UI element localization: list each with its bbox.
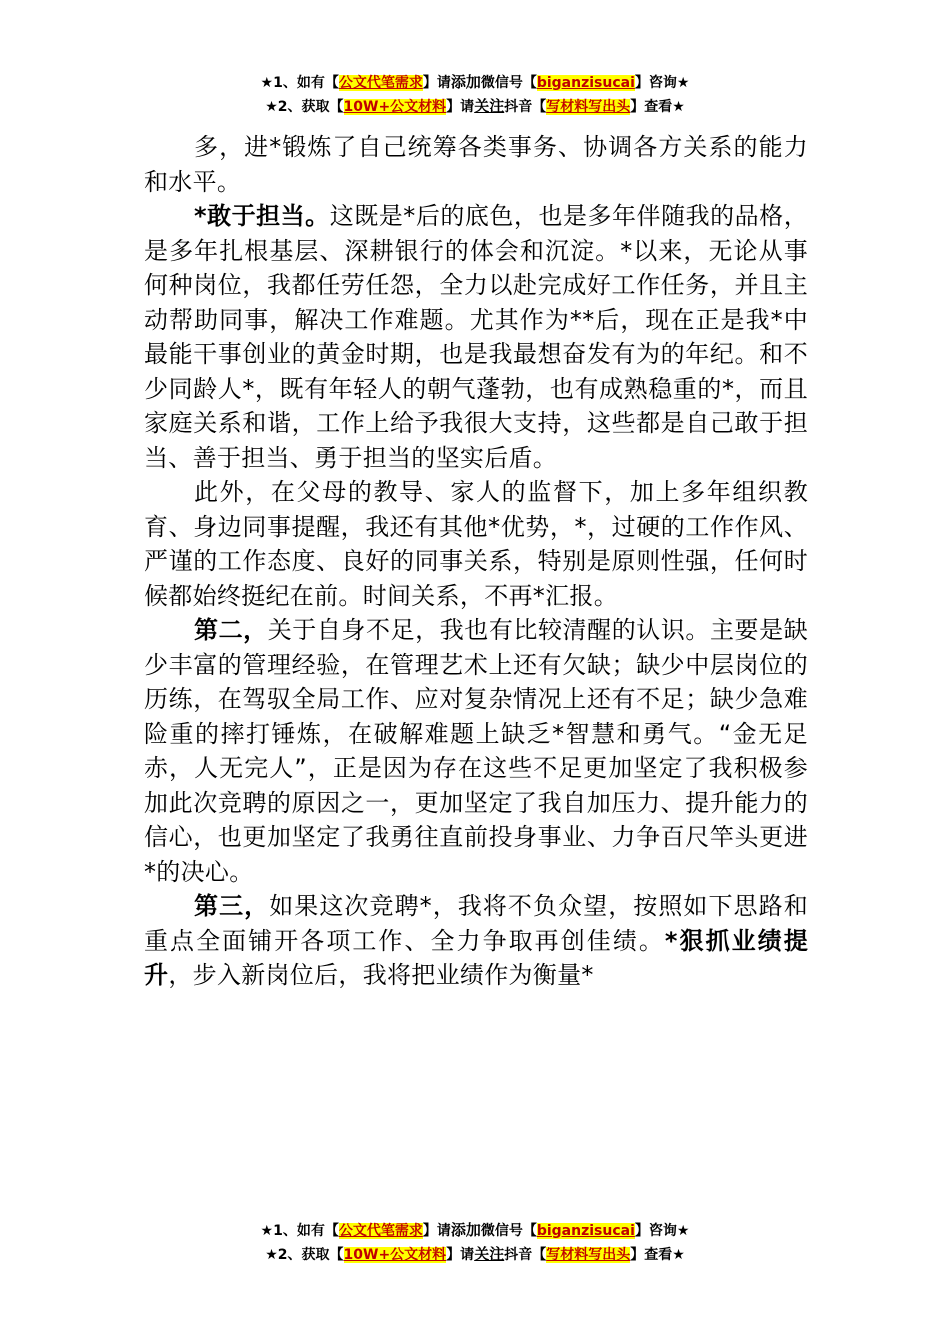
banner-text: 】请 bbox=[422, 75, 451, 91]
banner-text: ★2、获取【 bbox=[265, 99, 344, 115]
footer-banner bbox=[0, 1218, 950, 1266]
paragraph-2-text: 这既是*后的底色，也是多年伴随我的品格，是多年扎根基层、深耕银行的体会和沉淀。*以来，无论从事何种岗位，我都任劳任怨，全力以赴完成好工作任务，并且主动帮助同事，解决工作难题。尤其作为**后，现在正是我*中最能干事创业的黄金时期，也是我最想奋发有为的年纪。和不少同龄人*，既有年轻人的朝气蓬勃，也有成熟稳重的*，而且家庭关系和谐，工作上给予我很大支持，这些都是自己敢于担当、善于担当、勇于担当的坚实后盾。 bbox=[144, 202, 809, 472]
banner-text: 】查看★ bbox=[630, 99, 685, 115]
banner-emphasis: 添加 bbox=[450, 1221, 481, 1239]
paragraph-4-lead: 第二， bbox=[194, 616, 268, 644]
highlight-douyin: 写材料写出头 bbox=[546, 1247, 631, 1263]
header-banner bbox=[0, 70, 950, 118]
paragraph-4 bbox=[144, 613, 808, 889]
banner-text: 】咨询★ bbox=[634, 75, 690, 91]
paragraph-5-text: 如果这次竞聘*，我将不负众望，按照如下思路和重点全面铺开各项工作、全力争取再创佳绩。 bbox=[144, 892, 808, 955]
highlight-service: 公文代笔需求 bbox=[338, 1223, 423, 1239]
highlight-service: 公文代笔需求 bbox=[338, 75, 423, 91]
paragraph-5-lead-2: *狠抓业绩提升 bbox=[144, 926, 809, 989]
highlight-materials: 10W+公文材料 bbox=[343, 1247, 447, 1263]
banner-text: 微信号【 bbox=[480, 75, 537, 91]
highlight-douyin: 写材料写出头 bbox=[546, 99, 631, 115]
banner-text: 】请 bbox=[422, 1223, 451, 1239]
banner-text: 】咨询★ bbox=[634, 1223, 690, 1239]
banner-line-1 bbox=[0, 1218, 950, 1242]
banner-text: 】查看★ bbox=[630, 1247, 685, 1263]
paragraph-3: 此外，在父母的教导、家人的监督下，加上多年组织教育、身边同事提醒，我还有其他*优势，*，过硬的工作作风、严谨的工作态度、良好的同事关系，特别是原则性强，任何时候都始终挺纪在前。时间关系，不再*汇报。 bbox=[144, 478, 808, 610]
banner-emphasis: 关注 bbox=[474, 1245, 505, 1263]
banner-text: 】请 bbox=[446, 99, 475, 115]
banner-text: 抖音【 bbox=[504, 1247, 547, 1263]
banner-text: 微信号【 bbox=[480, 1223, 537, 1239]
paragraph-5-lead: 第三， bbox=[194, 892, 270, 920]
paragraph-4-text: 关于自身不足，我也有比较清醒的认识。主要是缺少丰富的管理经验，在管理艺术上还有欠缺；缺少中层岗位的历练，在驾驭全局工作、应对复杂情况上还有不足；缺少急难险重的摔打锤炼，在破解难题上缺乏*智慧和勇气。“金无足赤，人无完人”，正是因为存在这些不足更加坚定了我积极参加此次竞聘的原因之一，更加坚定了我自加压力、提升能力的信心，也更加坚定了我勇往直前投身事业、力争百尺竿头更进*的决心。 bbox=[144, 616, 808, 886]
banner-line-2 bbox=[0, 1242, 950, 1266]
highlight-wechat-id: biganzisucai bbox=[536, 1223, 635, 1239]
paragraph-5 bbox=[144, 889, 808, 993]
banner-line-1 bbox=[0, 70, 950, 94]
highlight-wechat-id: biganzisucai bbox=[536, 75, 635, 91]
banner-emphasis: 关注 bbox=[474, 97, 505, 115]
paragraph-2-lead: *敢于担当。 bbox=[194, 202, 330, 230]
paragraph-5-text-2: ，步入新岗位后，我将把业绩作为衡量* bbox=[168, 961, 594, 989]
banner-text: 】请 bbox=[446, 1247, 475, 1263]
banner-text: ★1、如有【 bbox=[260, 1223, 339, 1239]
highlight-materials: 10W+公文材料 bbox=[343, 99, 447, 115]
document-body bbox=[144, 130, 808, 993]
paragraph-2 bbox=[144, 199, 808, 475]
banner-text: ★2、获取【 bbox=[265, 1247, 344, 1263]
banner-text: ★1、如有【 bbox=[260, 75, 339, 91]
banner-emphasis: 添加 bbox=[450, 73, 481, 91]
banner-text: 抖音【 bbox=[504, 99, 547, 115]
banner-line-2 bbox=[0, 94, 950, 118]
paragraph-1: 多，进*锻炼了自己统筹各类事务、协调各方关系的能力和水平。 bbox=[144, 133, 808, 196]
